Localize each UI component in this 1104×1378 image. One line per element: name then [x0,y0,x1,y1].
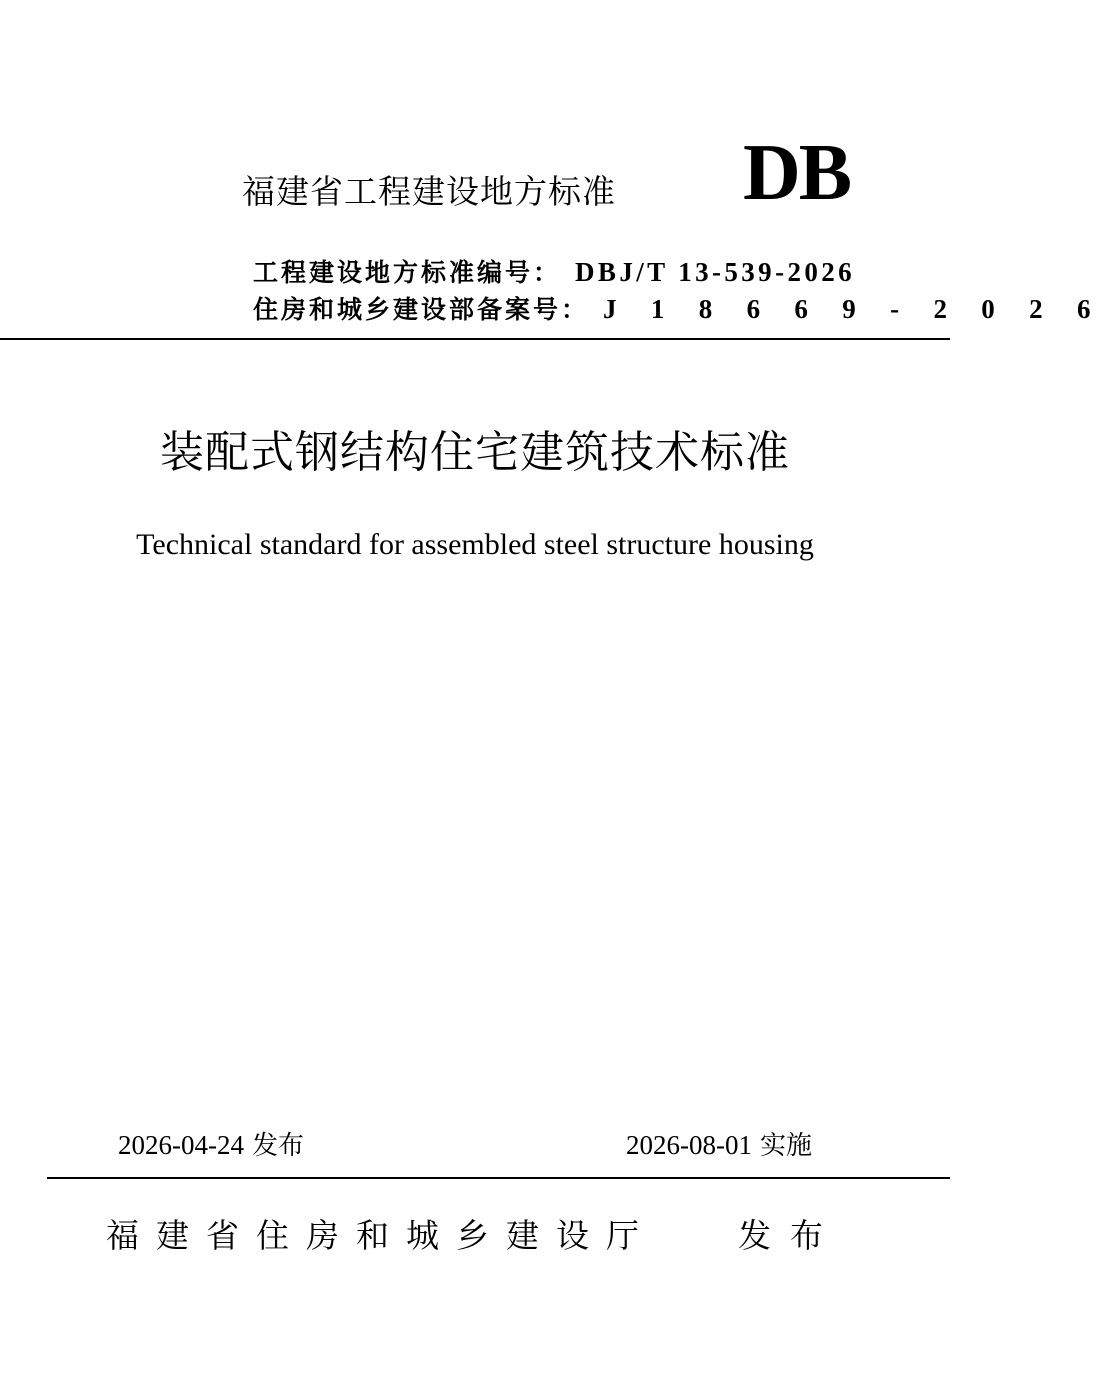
standard-category: 福建省工程建设地方标准 [242,172,616,211]
issue-date: 2026-04-24 [118,1130,244,1160]
effective-label: 实施 [759,1131,812,1161]
top-divider [0,338,950,340]
standard-number-label: 工程建设地方标准编号： [253,258,562,287]
issuing-authority: 福建省住房和城乡建设厅 [106,1216,656,1255]
db-mark: DB [743,129,851,217]
standard-number-row [253,253,855,289]
filing-number-label: 住房和城乡建设部备案号： [253,295,590,324]
document-title-english: Technical standard for assembled steel structure housing [136,528,814,561]
bottom-divider [47,1177,950,1179]
issue-label: 发布 [251,1131,304,1161]
issuing-action: 发布 [738,1216,842,1255]
issue-date-block [118,1125,304,1162]
document-title-chinese: 装配式钢结构住宅建筑技术标准 [160,427,790,478]
filing-number-value: J 1 8 6 6 9 - 2 0 2 6 [603,294,1104,324]
effective-date: 2026-08-01 [626,1130,752,1160]
filing-number-row [253,290,1104,326]
standard-number-value: DBJ/T 13-539-2026 [575,257,856,287]
effective-date-block [626,1125,812,1162]
